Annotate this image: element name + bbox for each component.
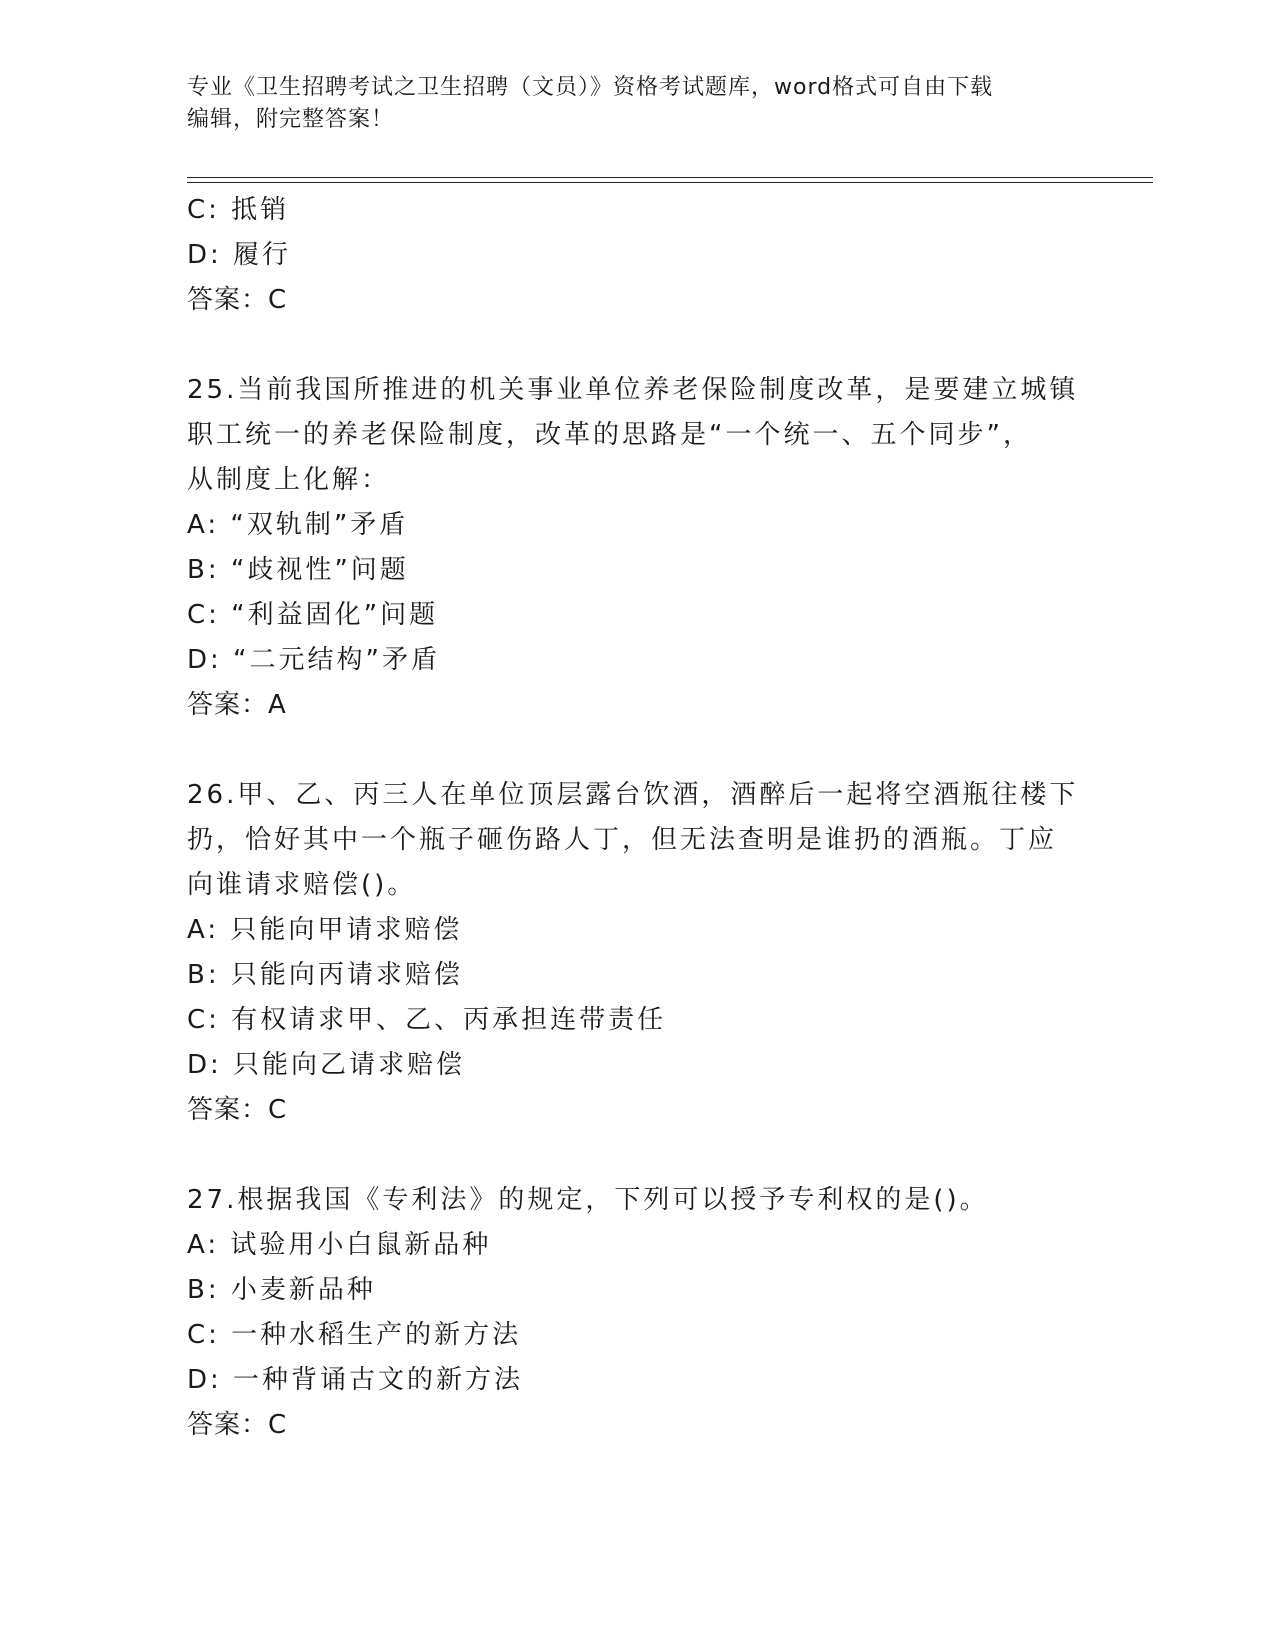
q25-answer: 答案：A — [187, 690, 287, 720]
q26-option-b: B: 只能向丙请求赔偿 — [187, 960, 463, 990]
header-divider-top — [187, 177, 1153, 178]
q27-option-c: C: 一种水稻生产的新方法 — [187, 1320, 522, 1350]
q27-option-b: B: 小麦新品种 — [187, 1275, 376, 1305]
q27-answer: 答案：C — [187, 1410, 288, 1440]
q25-option-c: C: “利益固化”问题 — [187, 600, 439, 630]
prev-option-c: C: 抵销 — [187, 195, 290, 225]
header-line-2: 编辑，附完整答案！ — [187, 107, 395, 132]
document-header — [187, 72, 1087, 136]
q26-stem-line-1: 26.甲、乙、丙三人在单位顶层露台饮酒，酒醉后一起将空酒瓶往楼下 — [187, 780, 1079, 810]
q26-stem-line-3: 向谁请求赔偿()。 — [187, 870, 417, 900]
q25-option-d: D: “二元结构”矛盾 — [187, 645, 440, 675]
prev-option-d: D: 履行 — [187, 240, 292, 270]
header-divider-bottom — [187, 182, 1153, 183]
q26-option-d: D: 只能向乙请求赔偿 — [187, 1050, 466, 1080]
q26-option-a: A: 只能向甲请求赔偿 — [187, 915, 463, 945]
q26-answer: 答案：C — [187, 1095, 288, 1125]
header-line-1: 专业《卫生招聘考试之卫生招聘（文员）》资格考试题库，word格式可自由下载 — [187, 75, 994, 100]
q25-stem-line-1: 25.当前我国所推进的机关事业单位养老保险制度改革，是要建立城镇 — [187, 375, 1079, 405]
q27-option-a: A: 试验用小白鼠新品种 — [187, 1230, 492, 1260]
q26-stem-line-2: 扔，恰好其中一个瓶子砸伤路人丁，但无法查明是谁扔的酒瓶。丁应 — [187, 825, 1058, 855]
q27-option-d: D: 一种背诵古文的新方法 — [187, 1365, 524, 1395]
q25-stem-line-2: 职工统一的养老保险制度，改革的思路是“一个统一、五个同步”， — [187, 420, 1032, 450]
q26-option-c: C: 有权请求甲、乙、丙承担连带责任 — [187, 1005, 667, 1035]
q25-option-b: B: “歧视性”问题 — [187, 555, 409, 585]
q25-stem-line-3: 从制度上化解： — [187, 465, 391, 495]
prev-answer: 答案：C — [187, 285, 288, 315]
q27-stem-line-1: 27.根据我国《专利法》的规定，下列可以授予专利权的是()。 — [187, 1185, 989, 1215]
q25-option-a: A: “双轨制”矛盾 — [187, 510, 409, 540]
